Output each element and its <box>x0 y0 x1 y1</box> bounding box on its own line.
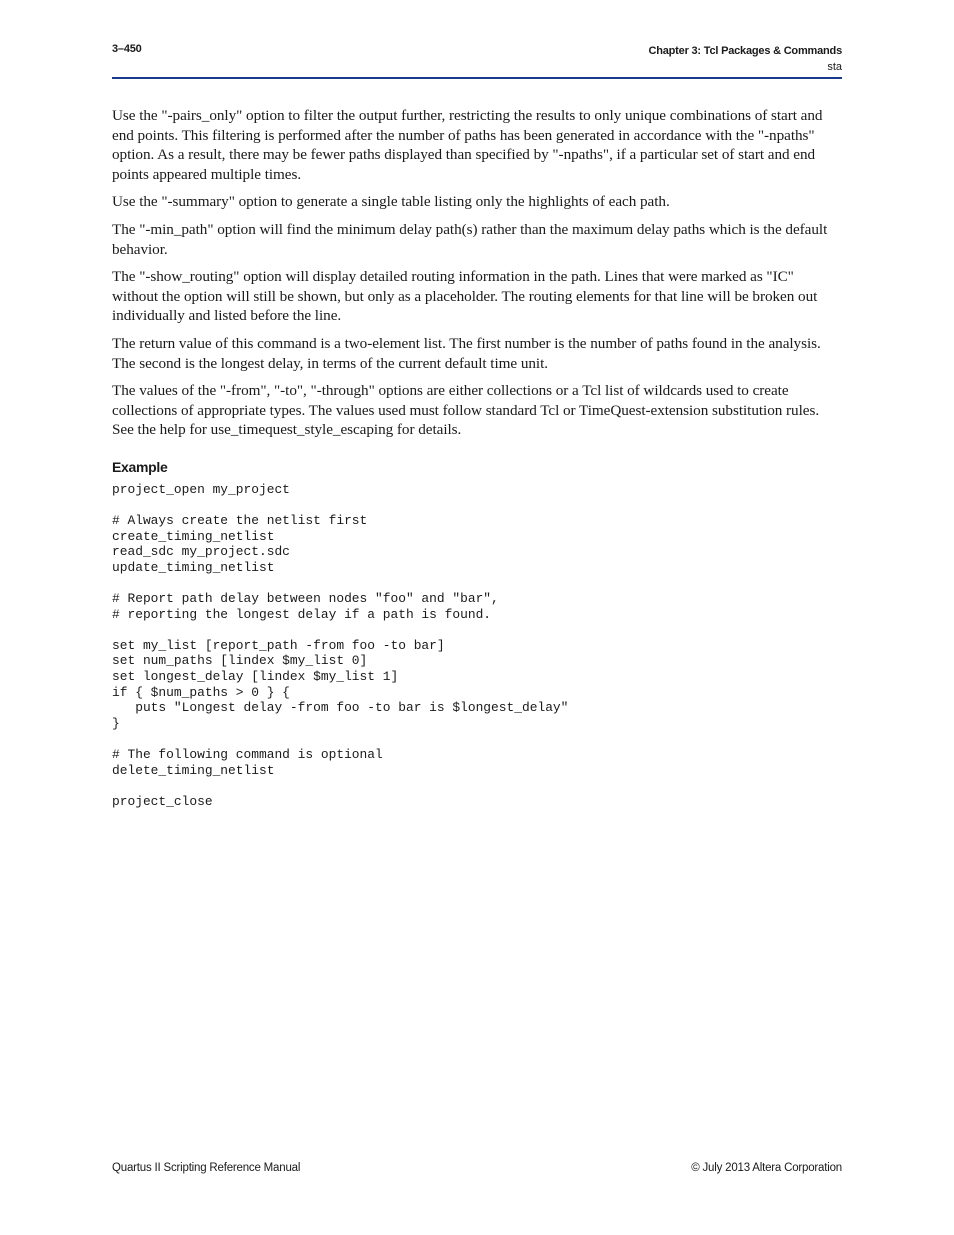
paragraph-min-path: The "-min_path" option will find the minimum delay path(s) rather than the maximum delay paths which is the default behavior. <box>112 220 828 258</box>
section-name: sta <box>827 61 842 73</box>
paragraph-show-routing: The "-show_routing" option will display detailed routing information in the path. Lines that were marked as "IC" without the option will still be shown, but only as a placeholder. The routing elements for that line will be broken out individually and listed before the line. <box>112 268 818 325</box>
page-body <box>112 106 842 809</box>
header-rule <box>112 77 842 79</box>
paragraph-summary: Use the "-summary" option to generate a single table listing only the highlights of each path. <box>112 193 670 211</box>
paragraph-pairs-only: Use the "-pairs_only" option to filter the output further, restricting the results to only unique combinations of start and end points. This filtering is performed after the number of paths has been generated in accordance with the "-npaths" option. As a result, there may be fewer paths displayed than specified by "-npaths", if a particular set of start and end points appeared multiple times. <box>112 107 823 183</box>
example-code-block: project_open my_project # Always create the netlist first create_timing_netlist read_sdc my_project.sdc update_timing_netlist # Report path delay between nodes "foo" and "bar", # reporting the longest delay if a path is found. set my_list [report_path -from foo -to bar] set num_paths [lindex $my_list 0] set longest_delay [lindex $my_list 1] if { $num_paths > 0 } { puts "Longest delay -from foo -to bar is $longest_delay" } # The following command is optional delete_timing_netlist project_close <box>112 481 569 809</box>
chapter-title: Chapter 3: Tcl Packages & Commands <box>648 45 842 57</box>
paragraph-from-to-through: The values of the "-from", "-to", "-through" options are either collections or a Tcl list of wildcards used to create collections of appropriate types. The values used must follow standard Tcl or TimeQuest-extension substitution rules. See the help for use_timequest_style_escaping for details. <box>112 382 820 439</box>
running-header <box>648 43 842 75</box>
manual-title: Quartus II Scripting Reference Manual <box>112 1162 301 1174</box>
example-heading: Example <box>112 458 168 475</box>
copyright-notice: © July 2013 Altera Corporation <box>691 1162 842 1174</box>
page-number: 3–450 <box>112 43 142 55</box>
paragraph-return-value: The return value of this command is a two-element list. The first number is the number of paths found in the analysis. The second is the longest delay, in terms of the current default time unit. <box>112 334 821 372</box>
